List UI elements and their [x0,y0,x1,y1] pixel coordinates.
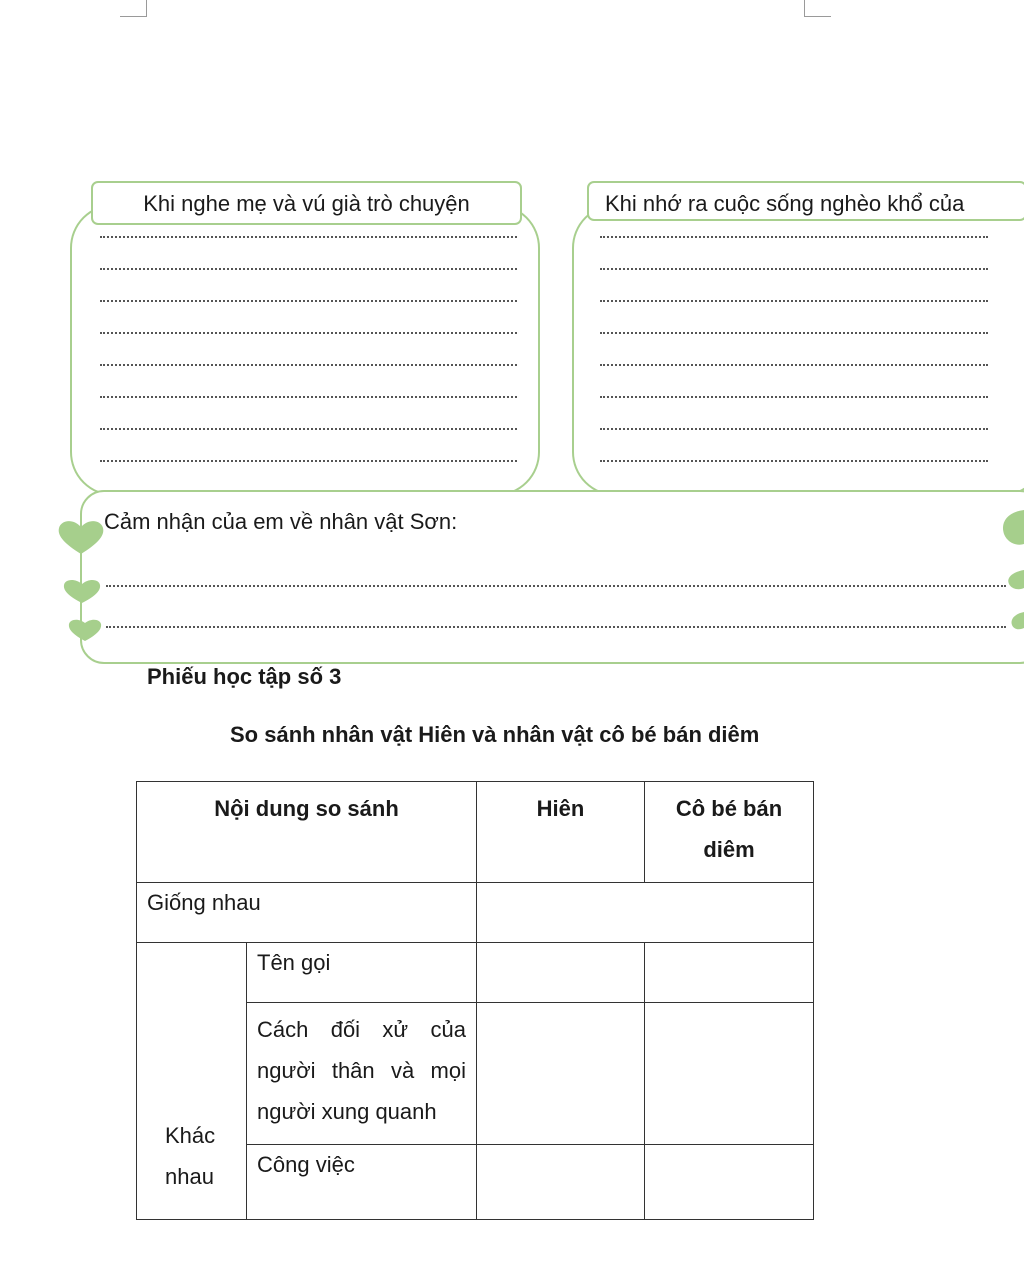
answer-line[interactable] [100,300,517,302]
leaf-icon [1010,610,1024,632]
crop-mark-top-left [120,0,147,17]
heart-leaf-icon [68,618,102,642]
answer-line[interactable] [600,300,988,302]
answer-line[interactable] [600,428,988,430]
cell-treatment-hien[interactable] [477,1003,645,1145]
answer-line[interactable] [100,236,517,238]
feeling-label: Cảm nhận của em về nhân vật Sơn: [104,509,458,534]
row-treatment-label: Cách đối xử của người thân và mọi người xung quanh [247,1003,477,1145]
answer-line[interactable] [100,364,517,366]
leaf-icon [1006,568,1024,592]
right-panel-title: Khi nhớ ra cuộc sống nghèo khổ của [587,181,1024,221]
right-answer-panel [572,204,1024,496]
answer-line[interactable] [100,428,517,430]
answer-line[interactable] [600,364,988,366]
row-work-label: Công việc [247,1145,477,1220]
heart-leaf-icon [63,578,101,604]
row-different-label: Khác nhau [137,943,247,1220]
answer-line[interactable] [600,332,988,334]
row-name-label: Tên gọi [247,943,477,1003]
left-answer-panel [70,204,540,496]
answer-line[interactable] [100,332,517,334]
cell-name-girl[interactable] [645,943,814,1003]
answer-line[interactable] [600,236,988,238]
answer-line[interactable] [106,585,1006,587]
answer-line[interactable] [106,626,1006,628]
answer-line[interactable] [600,396,988,398]
answer-line[interactable] [100,396,517,398]
leaf-icon [1000,508,1024,548]
header-content: Nội dung so sánh [137,782,477,883]
comparison-table [136,781,814,1220]
header-girl: Cô bé bán diêm [645,782,814,883]
header-hien: Hiên [477,782,645,883]
comparison-title: So sánh nhân vật Hiên và nhân vật cô bé bán diêm [230,722,760,747]
crop-mark-top-right [804,0,831,17]
heart-leaf-icon [57,518,105,556]
answer-line[interactable] [600,460,988,462]
cell-work-hien[interactable] [477,1145,645,1220]
answer-line[interactable] [100,460,517,462]
cell-treatment-girl[interactable] [645,1003,814,1145]
worksheet-title: Phiếu học tập số 3 [147,664,342,689]
row-similar-label: Giống nhau [137,883,477,943]
cell-similar-answer[interactable] [477,883,814,943]
answer-line[interactable] [100,268,517,270]
answer-line[interactable] [600,268,988,270]
left-panel-title: Khi nghe mẹ và vú già trò chuyện [91,181,522,225]
cell-work-girl[interactable] [645,1145,814,1220]
cell-name-hien[interactable] [477,943,645,1003]
